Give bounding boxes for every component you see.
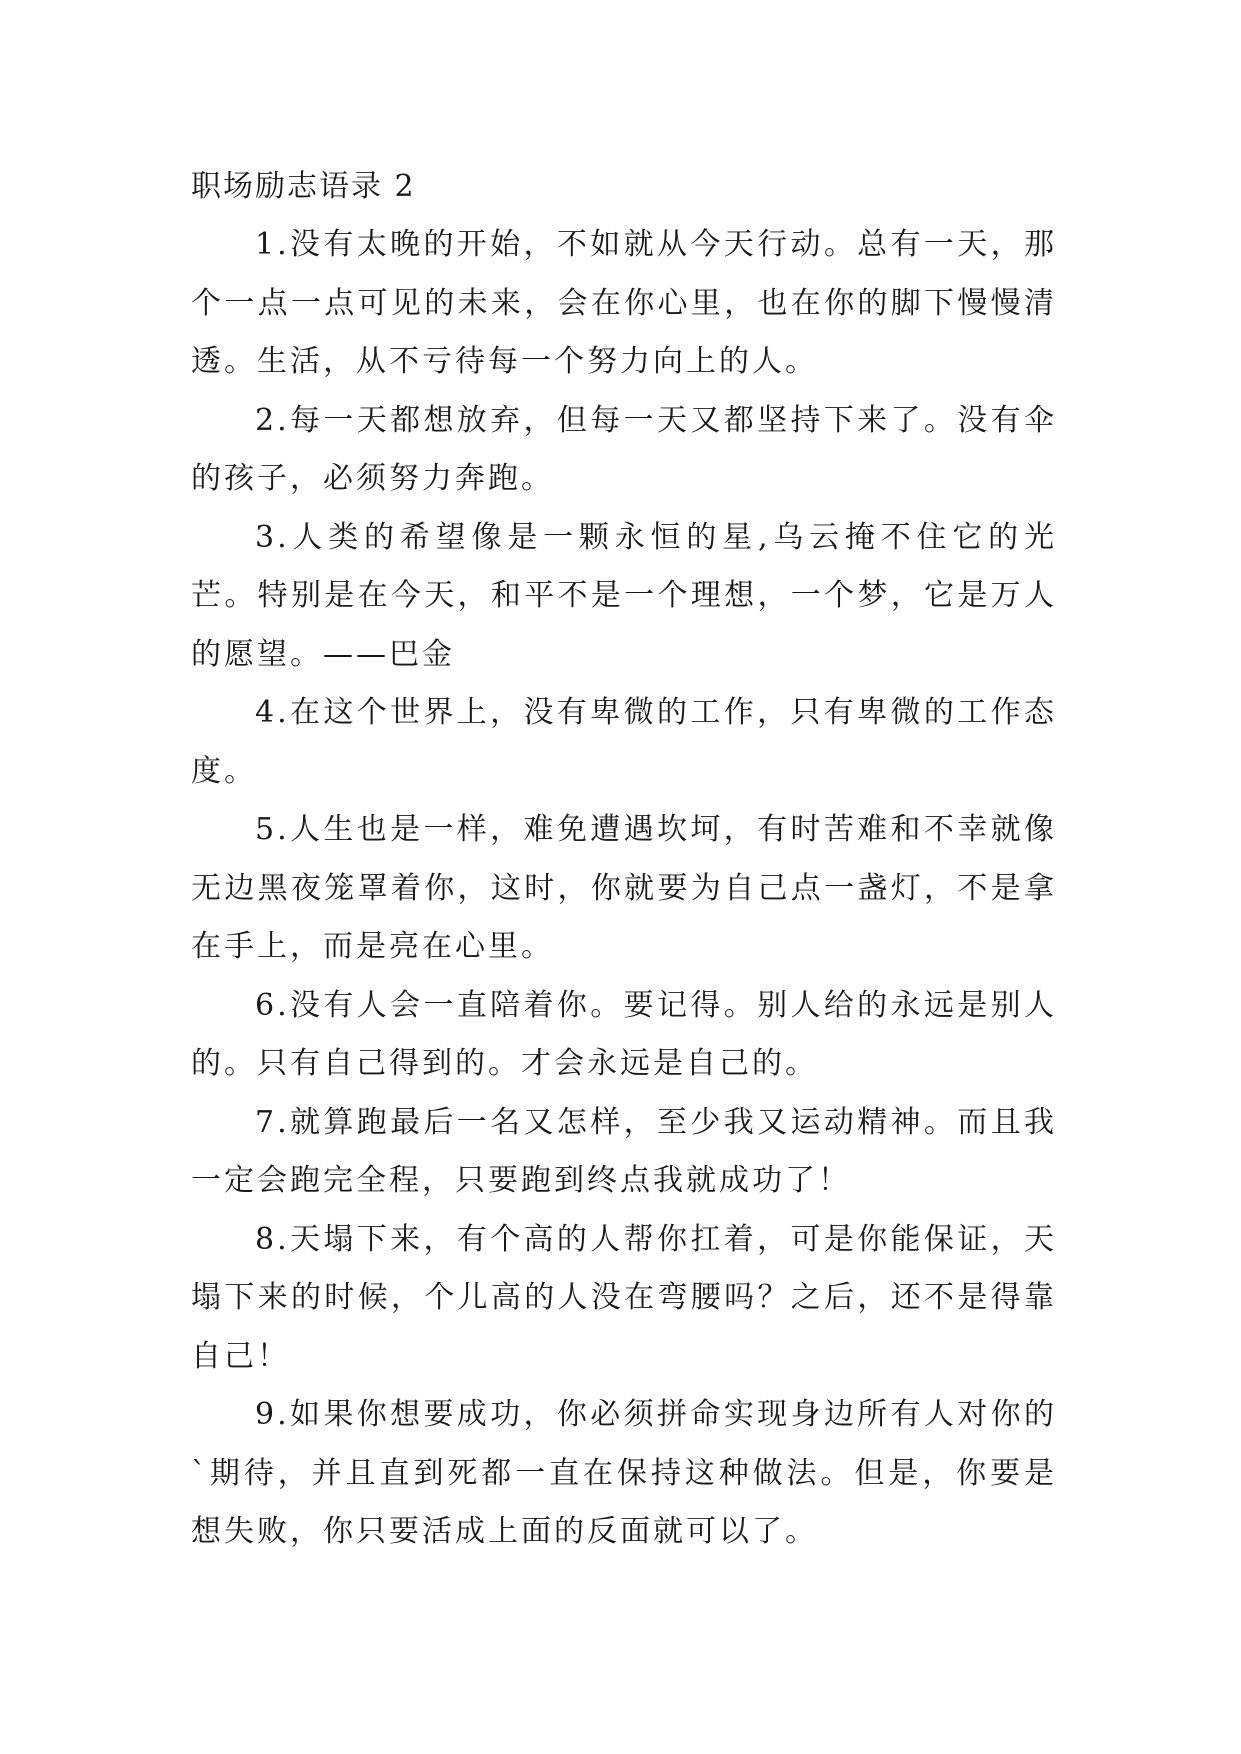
quote-paragraph-6: 6.没有人会一直陪着你。要记得。别人给的永远是别人的。只有自己得到的。才会永远是自己的。 bbox=[191, 987, 1057, 1081]
document-page bbox=[191, 158, 1057, 1562]
quote-paragraph-1: 1.没有太晚的开始，不如就从今天行动。总有一天，那个一点一点可见的未来，会在你心里，也在你的脚下慢慢清透。生活，从不亏待每一个努力向上的人。 bbox=[191, 227, 1057, 379]
quote-paragraph-8: 8.天塌下来，有个高的人帮你扛着，可是你能保证，天塌下来的时候，个儿高的人没在弯腰吗？之后，还不是得靠自己！ bbox=[191, 1221, 1057, 1374]
quote-paragraph-4: 4.在这个世界上，没有卑微的工作，只有卑微的工作态度。 bbox=[191, 695, 1057, 789]
quote-paragraph-9: 9.如果你想要成功，你必须拼命实现身边所有人对你的`期待，并且直到死都一直在保持这种做法。但是，你要是想失败，你只要活成上面的反面就可以了。 bbox=[191, 1397, 1057, 1549]
quote-paragraph-2: 2.每一天都想放弃，但每一天又都坚持下来了。没有伞的孩子，必须努力奔跑。 bbox=[191, 402, 1057, 496]
quote-paragraph-3: 3.人类的希望像是一颗永恒的星,乌云掩不住它的光芒。特别是在今天，和平不是一个理想，一个梦，它是万人的愿望。——巴金 bbox=[191, 519, 1057, 672]
quote-paragraph-5: 5.人生也是一样，难免遭遇坎坷，有时苦难和不幸就像无边黑夜笼罩着你，这时，你就要为自己点一盏灯，不是拿在手上，而是亮在心里。 bbox=[191, 812, 1057, 964]
document-title: 职场励志语录 2 bbox=[191, 169, 416, 204]
quote-paragraph-7: 7.就算跑最后一名又怎样，至少我又运动精神。而且我一定会跑完全程，只要跑到终点我就成功了！ bbox=[191, 1104, 1057, 1198]
